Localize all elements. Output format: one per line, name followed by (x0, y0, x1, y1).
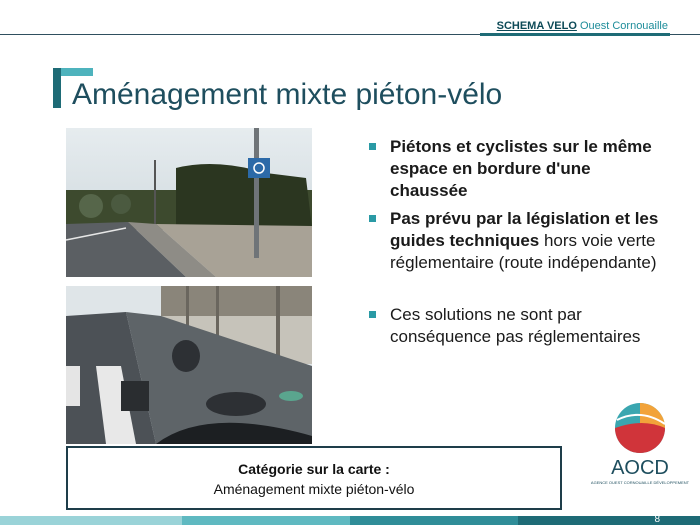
category-title: Catégorie sur la carte : (238, 461, 390, 477)
page-number: 8 (654, 514, 660, 525)
slide-title: Aménagement mixte piéton-vélo (72, 78, 503, 111)
brand-title (497, 20, 668, 32)
title-accent-vertical (53, 68, 61, 108)
logo-name: AOCD (611, 457, 669, 479)
header-accent-bar (480, 33, 670, 36)
bullet-item (366, 136, 666, 202)
bullet-item (366, 208, 666, 274)
bullet-square-icon (369, 311, 376, 318)
map-category-box (66, 446, 562, 510)
bike-pedestrian-sign-icon (248, 158, 270, 178)
bullet-square-icon (369, 143, 376, 150)
bullet-normal: Ces solutions ne sont par conséquence pas réglementaires (390, 305, 641, 346)
brand-rest: Ouest Cornouaille (576, 20, 668, 32)
bullet-list (366, 136, 666, 354)
brand-strong: SCHEMA VELO (496, 20, 577, 32)
category-value: Aménagement mixte piéton-vélo (213, 481, 415, 497)
photo-shared-path-crossing (66, 286, 312, 444)
bullet-strong: Piétons et cyclistes sur le même espace en bordure d'une chaussée (390, 137, 652, 200)
footer-color-bar (0, 516, 700, 525)
bullet-square-icon (369, 215, 376, 222)
bullet-normal: hors voie verte réglementaire (route indépendante) (390, 231, 657, 272)
bullet-item (366, 304, 666, 348)
aocd-logo (590, 402, 690, 512)
bullet-strong: Pas prévu par la législation et les guides techniques (390, 209, 659, 250)
title-accent-horizontal (61, 68, 93, 76)
logo-tagline: AGENCE OUEST CORNOUAILLE DÉVELOPPEMENT (590, 480, 690, 485)
photo-shared-path-roadside (66, 128, 312, 277)
